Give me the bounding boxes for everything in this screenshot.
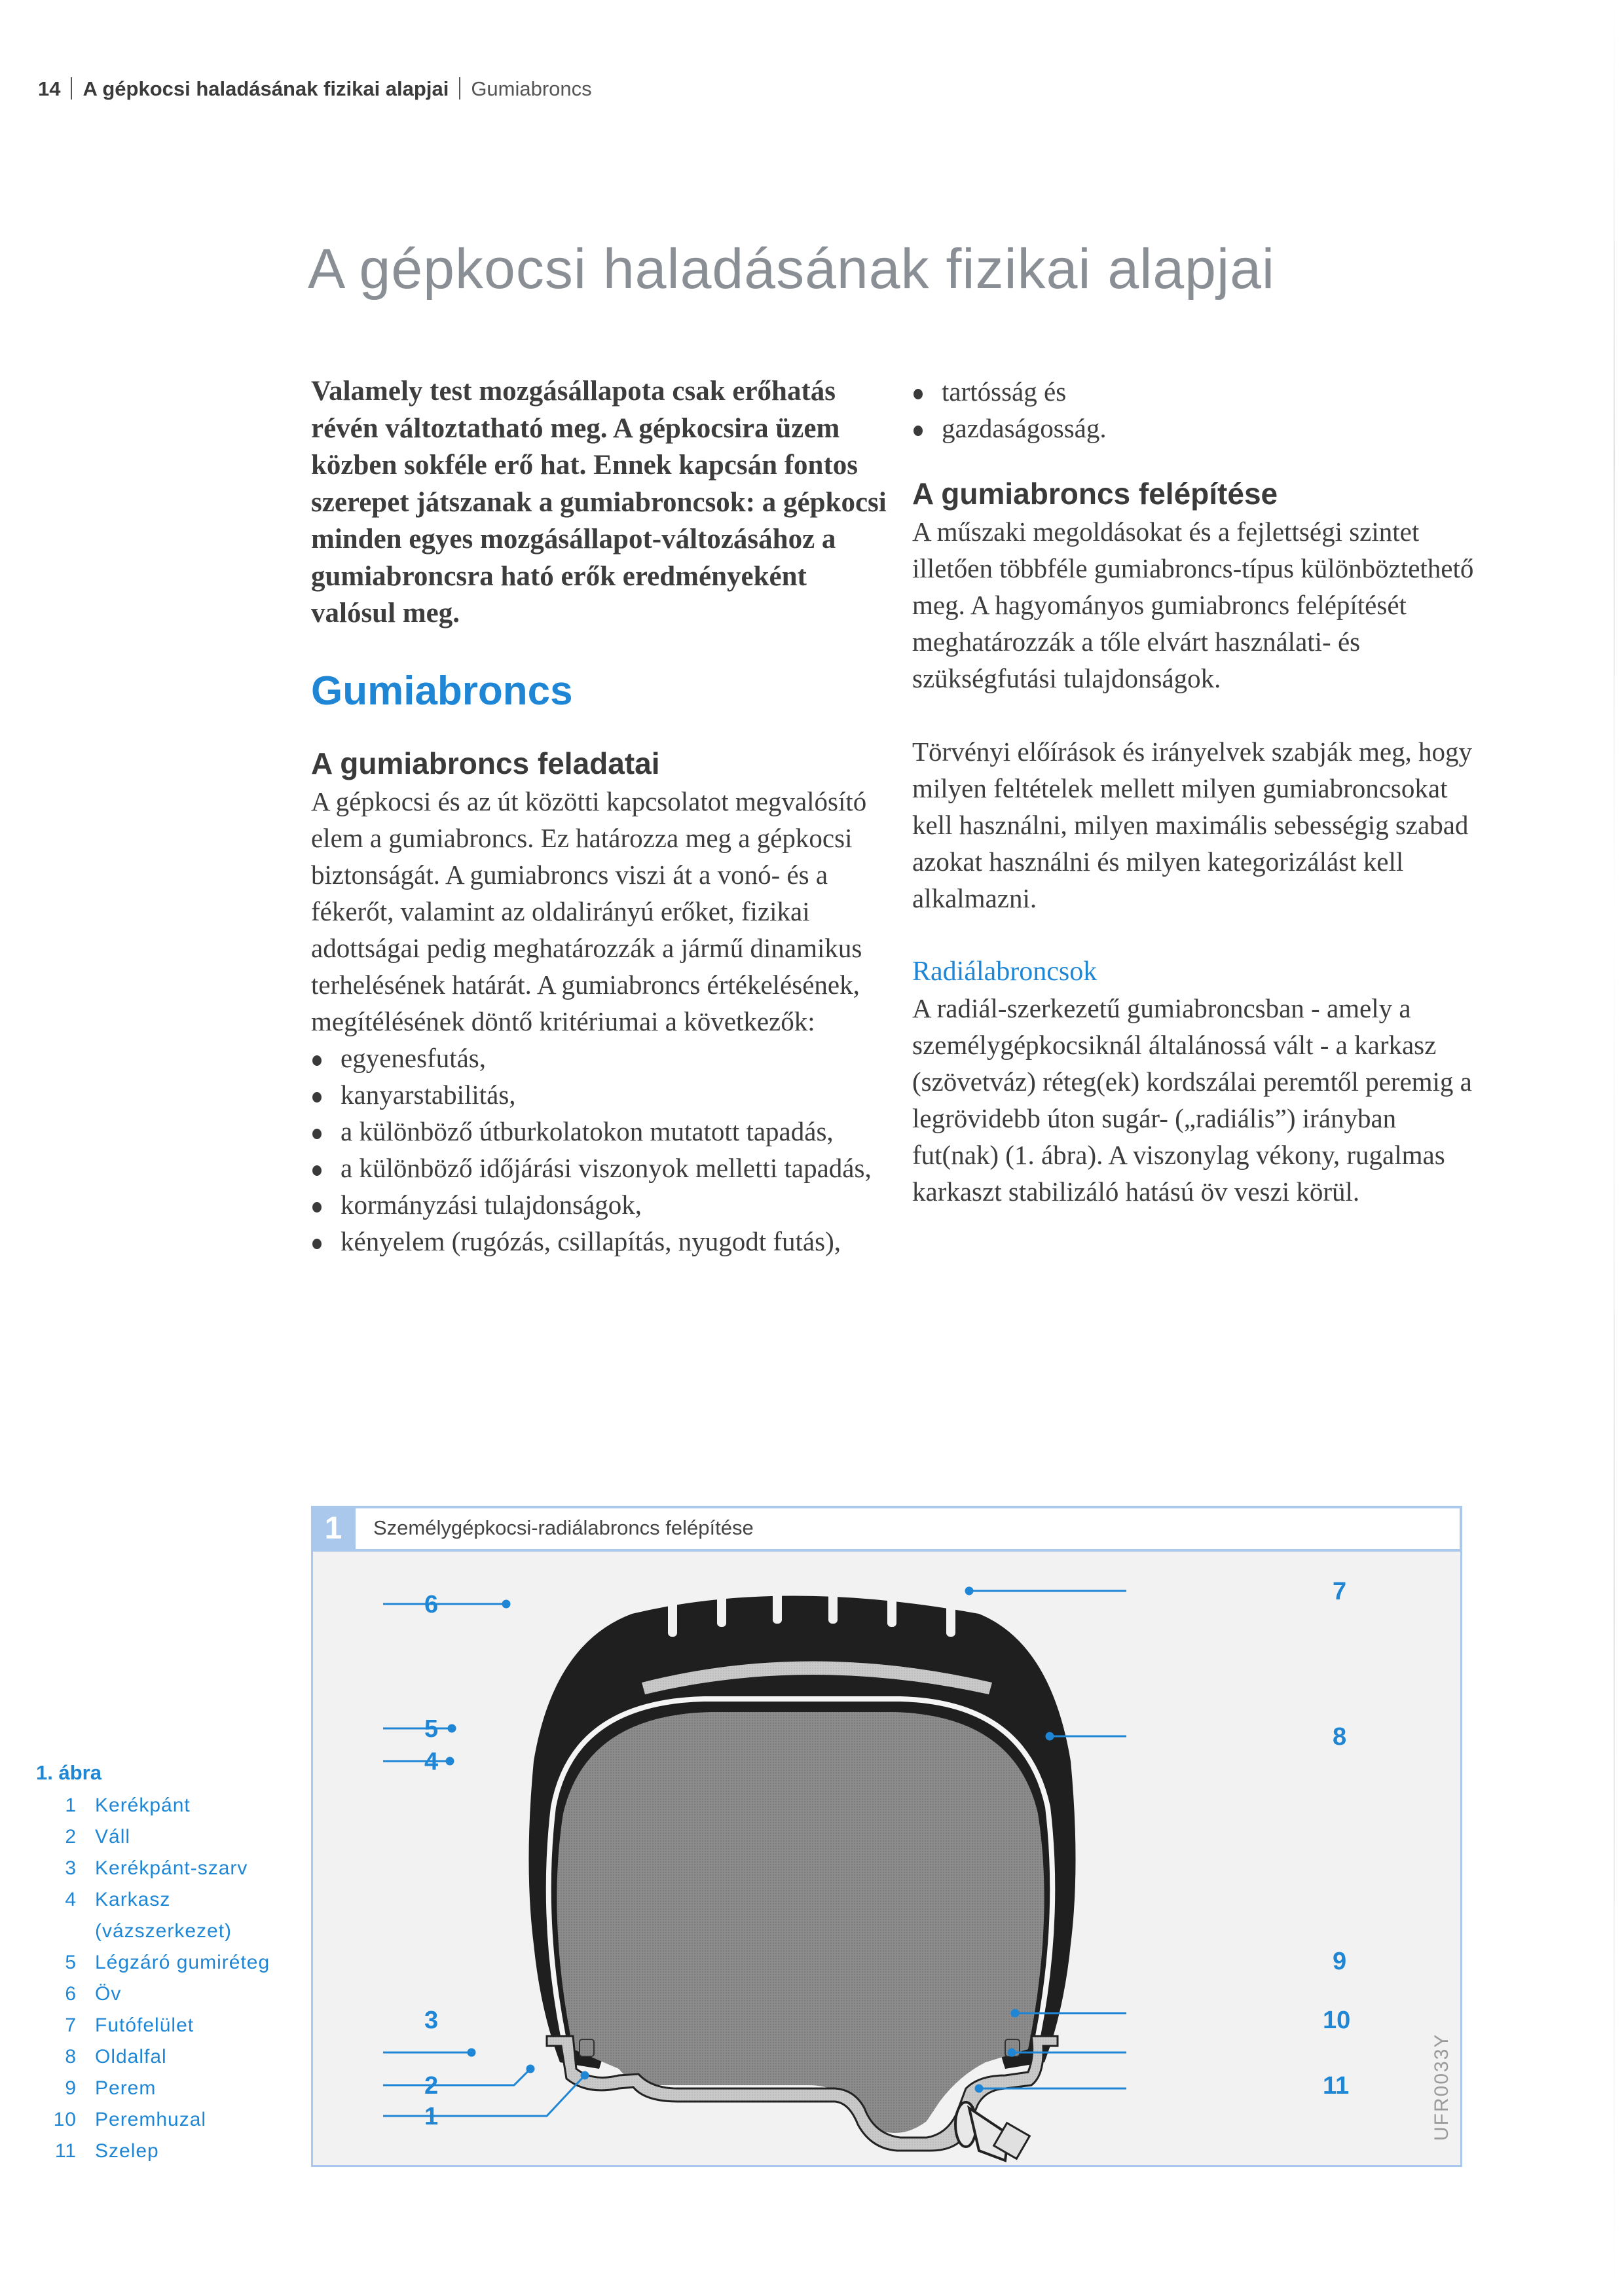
header-divider (459, 77, 460, 100)
callout-10: 10 (1323, 2007, 1351, 2034)
running-header (38, 77, 592, 101)
figure-caption: Személygépkocsi-radiálabroncs felépítése (373, 1516, 754, 1539)
callout-3: 3 (424, 2007, 439, 2034)
legend-number: 6 (65, 1983, 77, 2005)
legend-label: Légzáró gumiréteg (95, 1952, 270, 1973)
figure-code: UFR0033Y (1431, 2033, 1452, 2141)
figure-number-badge: 1 (311, 1506, 356, 1552)
legend-number: 4 (65, 1889, 77, 1910)
legend-number: 2 (65, 1826, 77, 1848)
legend-number: 8 (65, 2046, 77, 2068)
criteria-list-continued (912, 373, 1488, 446)
legend-number: 7 (65, 2014, 77, 2036)
legend-label: Perem (95, 2077, 157, 2099)
right-column (912, 373, 1488, 1210)
legend-label: Öv (95, 1983, 122, 2005)
list-item: kanyarstabilitás, (311, 1076, 887, 1113)
legend-label: Szelep (95, 2140, 159, 2162)
header-chapter: A gépkocsi haladásának fizikai alapjai (83, 77, 449, 100)
legend-title: 1. ábra (36, 1761, 101, 1784)
legend-label: Karkasz (vázszerkezet) (95, 1889, 232, 1942)
list-item: gazdaságosság. (912, 410, 1488, 446)
callout-5: 5 (424, 1715, 439, 1743)
legend-number: 1 (65, 1795, 77, 1816)
criteria-list (311, 1040, 887, 1260)
legend-number: 11 (54, 2140, 77, 2162)
callout-1: 1 (424, 2103, 439, 2130)
legend-number: 9 (65, 2077, 77, 2099)
page-title: A gépkocsi haladásának fizikai alapjai (308, 238, 1276, 301)
callout-9: 9 (1333, 1948, 1347, 1975)
tasks-paragraph: A gépkocsi és az út közötti kapcsolatot megvalósító elem a gumiabroncs. Ez határozza meg a gépkocsi biztonságát. A gumiabroncs viszi át a vonó- és a fékerőt, valamint az oldalirányú erőket, fizikai adottságai pedig meghatározzák a jármű dinamikus terhelésének határát. A gumiabroncs értékelésének, megítélésének döntő kritériumai a következők: (311, 786, 867, 1036)
callout-8: 8 (1333, 1723, 1347, 1751)
callout-7: 7 (1333, 1578, 1347, 1605)
radial-paragraph: A radiál-szerkezetű gumiabroncsban - amely a személygépkocsiknál általánossá vált - a karkasz (szövetváz) réteg(ek) kordszálai peremtől peremig a legrövidebb úton sugár- („radiális”) irányban fut(nak) (1. ábra). A viszonylag vékony, rugalmas karkaszt stabilizáló hatású öv veszi körül. (912, 993, 1472, 1207)
list-item: kényelem (rugózás, csillapítás, nyugodt futás), (311, 1223, 887, 1260)
section-heading-gumiabroncs: Gumiabroncs (311, 668, 573, 714)
figure-legend (36, 1761, 291, 2167)
legend-number: 5 (65, 1952, 77, 1973)
legend-label: Peremhuzal (95, 2109, 207, 2130)
list-item: egyenesfutás, (311, 1040, 887, 1076)
legend-label: Kerékpánt (95, 1795, 191, 1816)
callout-2: 2 (424, 2072, 439, 2100)
legend-item (36, 1947, 291, 1978)
legend-item (36, 2073, 291, 2104)
regulations-paragraph: Törvényi előírások és irányelvek szabják meg, hogy milyen feltételek mellett milyen gumiabroncsokat kell használni, milyen maximális sebességig szabad azokat használni és milyen kategorizálást kell alkalmazni. (912, 737, 1473, 913)
left-column (311, 373, 887, 1260)
legend-label: Kerékpánt-szarv (95, 1857, 248, 1879)
subheading-radialabroncsok: Radiálabroncsok (912, 957, 1098, 987)
scan-edge-mark (1614, 0, 1615, 2296)
page-number: 14 (38, 77, 61, 100)
legend-label: Váll (95, 1826, 131, 1848)
legend-number: 10 (53, 2109, 77, 2130)
callout-6: 6 (424, 1591, 439, 1618)
legend-item (36, 1853, 291, 1884)
list-item: a különböző időjárási viszonyok melletti tapadás, (311, 1150, 887, 1186)
legend-item (36, 1821, 291, 1853)
subheading-felepitese: A gumiabroncs felépítése (912, 477, 1278, 511)
legend-item (36, 1790, 291, 1821)
legend-number: 3 (65, 1857, 77, 1879)
list-item: a különböző útburkolatokon mutatott tapadás, (311, 1113, 887, 1150)
valve-icon (955, 2102, 1029, 2160)
list-item: tartósság és (912, 373, 1488, 410)
subheading-feladatai: A gumiabroncs feladatai (311, 746, 660, 780)
legend-label: Oldalfal (95, 2046, 167, 2068)
callout-11: 11 (1323, 2072, 1350, 2100)
legend-item (36, 2136, 291, 2167)
legend-item (36, 2104, 291, 2136)
bead-wire-left-icon (580, 2039, 594, 2056)
air-chamber-icon (557, 1712, 1044, 2133)
legend-item (36, 1884, 291, 1947)
legend-item (36, 1978, 291, 2010)
legend-item (36, 2010, 291, 2041)
list-item: kormányzási tulajdonságok, (311, 1186, 887, 1223)
header-divider (71, 77, 72, 100)
callout-4: 4 (424, 1748, 439, 1776)
tire-cross-section-diagram (311, 1552, 1462, 2167)
header-section: Gumiabroncs (471, 77, 592, 100)
legend-item (36, 2041, 291, 2073)
legend-label: Futófelület (95, 2014, 194, 2036)
structure-paragraph: A műszaki megoldásokat és a fejlettségi szintet illetően többféle gumiabroncs-típus különböztethető meg. A hagyományos gumiabroncs felépítését meghatározzák a tőle elvárt használati- és szükségfutási tulajdonságok. (912, 517, 1474, 693)
lead-paragraph: Valamely test mozgásállapota csak erőhatás révén változtatható meg. A gépkocsira üzem közben sokféle erő hat. Ennek kapcsán fontos szerepet játszanak a gumiabroncsok: a gépkocsi minden egyes mozgásállapot-változásához a gumiabroncsra ható erők eredményeként valósul meg. (311, 376, 887, 629)
